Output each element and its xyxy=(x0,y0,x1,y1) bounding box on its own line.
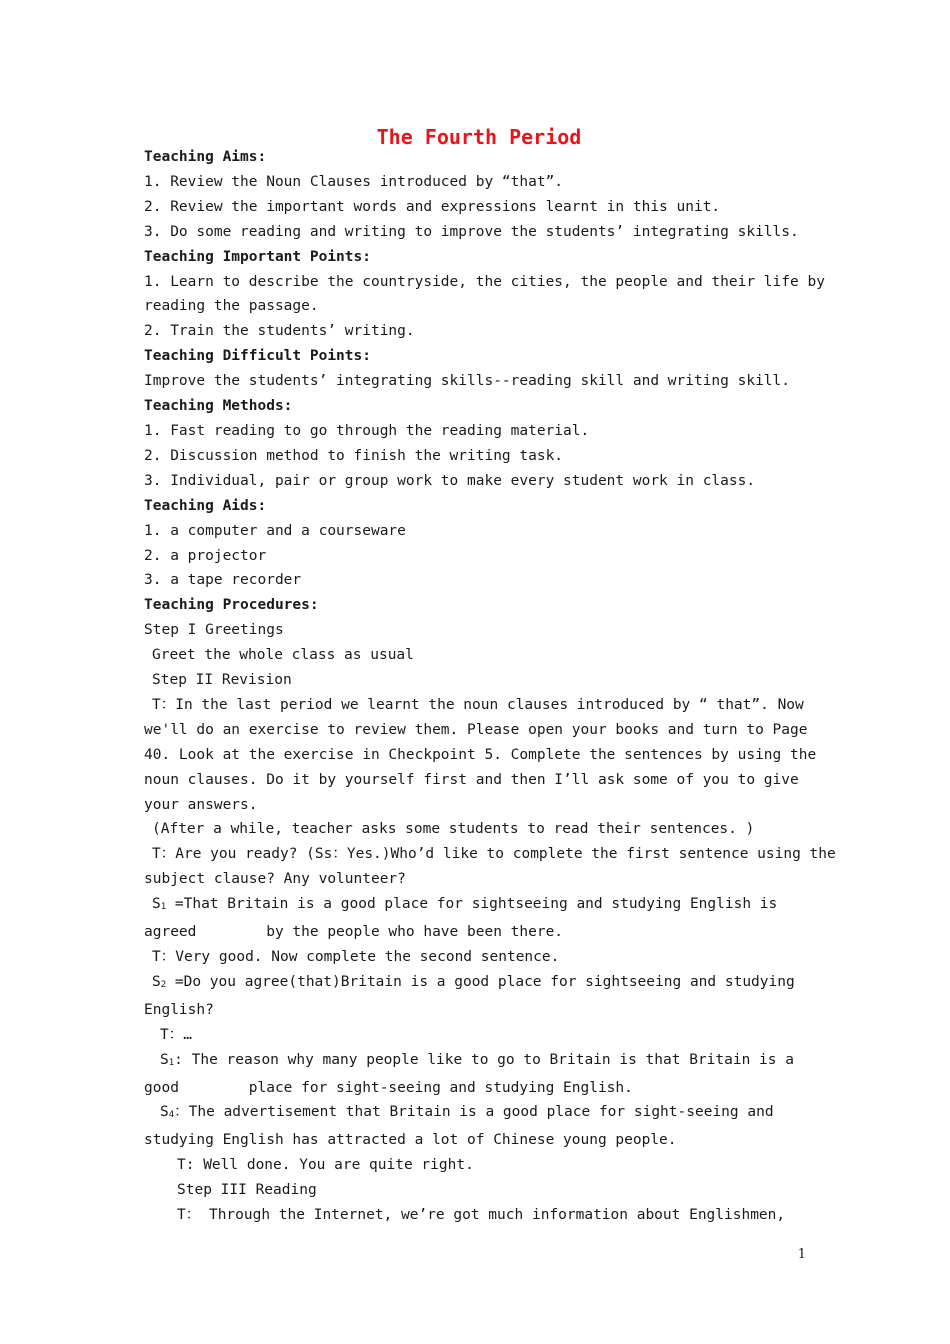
text-line: T：… xyxy=(160,1026,192,1043)
text-line: Improve the students’ integrating skills--reading skill and writing skill. xyxy=(144,373,791,390)
heading-teaching-procedures: Teaching Procedures: xyxy=(144,597,319,614)
text-line: T： Through the Internet, we’re got much information about Englishmen, xyxy=(177,1207,786,1224)
heading-teaching-aims: Teaching Aims: xyxy=(144,149,267,165)
text-line: 1. Review the Noun Clauses introduced by “that”. xyxy=(144,173,564,190)
line-text: : The reason why many people like to go to Britain is that Britain is a xyxy=(174,1051,794,1068)
text-line: subject clause? Any volunteer? xyxy=(144,871,406,888)
text-line: noun clauses. Do it by yourself first and then I’ll ask some of you to give xyxy=(144,771,799,788)
text-line: 1. Fast reading to go through the reading material. xyxy=(144,422,590,439)
heading-teaching-methods: Teaching Methods: xyxy=(144,398,293,415)
speaker-label: S xyxy=(152,973,161,990)
text-line xyxy=(144,892,814,920)
page-title: The Fourth Period xyxy=(376,125,582,149)
text-line: Step III Reading xyxy=(177,1182,317,1199)
text-line: 3. a tape recorder xyxy=(144,572,302,589)
text-line: 2. Train the students’ writing. xyxy=(144,323,415,340)
text-line xyxy=(144,1100,814,1128)
heading-teaching-aids: Teaching Aids: xyxy=(144,497,267,514)
speaker-label: S xyxy=(152,896,161,913)
text-line: 1. a computer and a courseware xyxy=(144,522,406,539)
text-line: 2. Discussion method to finish the writing task. xyxy=(144,447,564,464)
line-text: =That Britain is a good place for sightseeing and studying English is xyxy=(166,896,778,913)
speaker-subscript: 4 xyxy=(168,1110,175,1121)
document-body xyxy=(144,121,836,1228)
text-line: good place for sight-seeing and studying English. xyxy=(144,1079,633,1096)
speaker-subscript: 1 xyxy=(160,902,167,913)
text-line: English? xyxy=(144,1001,214,1018)
heading-important-points: Teaching Important Points: xyxy=(144,248,371,265)
speaker-subscript: 2 xyxy=(160,979,167,990)
text-line: Step II Revision xyxy=(152,672,292,689)
text-line: Step I Greetings xyxy=(144,622,284,639)
text-line xyxy=(144,970,814,998)
speaker-subscript: 1 xyxy=(168,1057,175,1068)
text-line: we'll do an exercise to review them. Please open your books and turn to Page xyxy=(144,721,808,738)
text-line: studying English has attracted a lot of Chinese young people. xyxy=(144,1132,677,1149)
text-line: T：In the last period we learnt the noun clauses introduced by “ that”. Now xyxy=(152,696,804,713)
text-line xyxy=(144,1048,814,1076)
heading-difficult-points: Teaching Difficult Points: xyxy=(144,348,371,365)
text-line: (After a while, teacher asks some students to read their sentences. ) xyxy=(152,821,755,838)
line-text: =Do you agree(that)Britain is a good place for sightseeing and studying xyxy=(166,973,795,990)
text-line: 2. a projector xyxy=(144,547,267,564)
text-line: agreed by the people who have been there. xyxy=(144,924,564,941)
text-line: 3. Individual, pair or group work to make every student work in class. xyxy=(144,472,756,489)
line-text: ：The advertisement that Britain is a good place for sight-seeing and xyxy=(174,1104,774,1121)
text-line: reading the passage. xyxy=(144,298,319,315)
text-line: T：Very good. Now complete the second sentence. xyxy=(152,949,560,965)
text-line: 40. Look at the exercise in Checkpoint 5. Complete the sentences by using the xyxy=(144,746,817,763)
text-line: T: Well done. You are quite right. xyxy=(177,1157,474,1174)
text-line: your answers. xyxy=(144,796,258,813)
speaker-label: S xyxy=(160,1051,169,1068)
text-line: 3. Do some reading and writing to improve the students’ integrating skills. xyxy=(144,223,799,240)
text-line: 2. Review the important words and expressions learnt in this unit. xyxy=(144,198,721,215)
text-line: T：Are you ready? (Ss：Yes.)Who’d like to complete the first sentence using the xyxy=(152,846,836,863)
text-line: Greet the whole class as usual xyxy=(152,647,414,664)
speaker-label: S xyxy=(160,1104,169,1121)
page-number: 1 xyxy=(797,1247,806,1262)
text-line: 1. Learn to describe the countryside, the cities, the people and their life by xyxy=(144,273,825,290)
